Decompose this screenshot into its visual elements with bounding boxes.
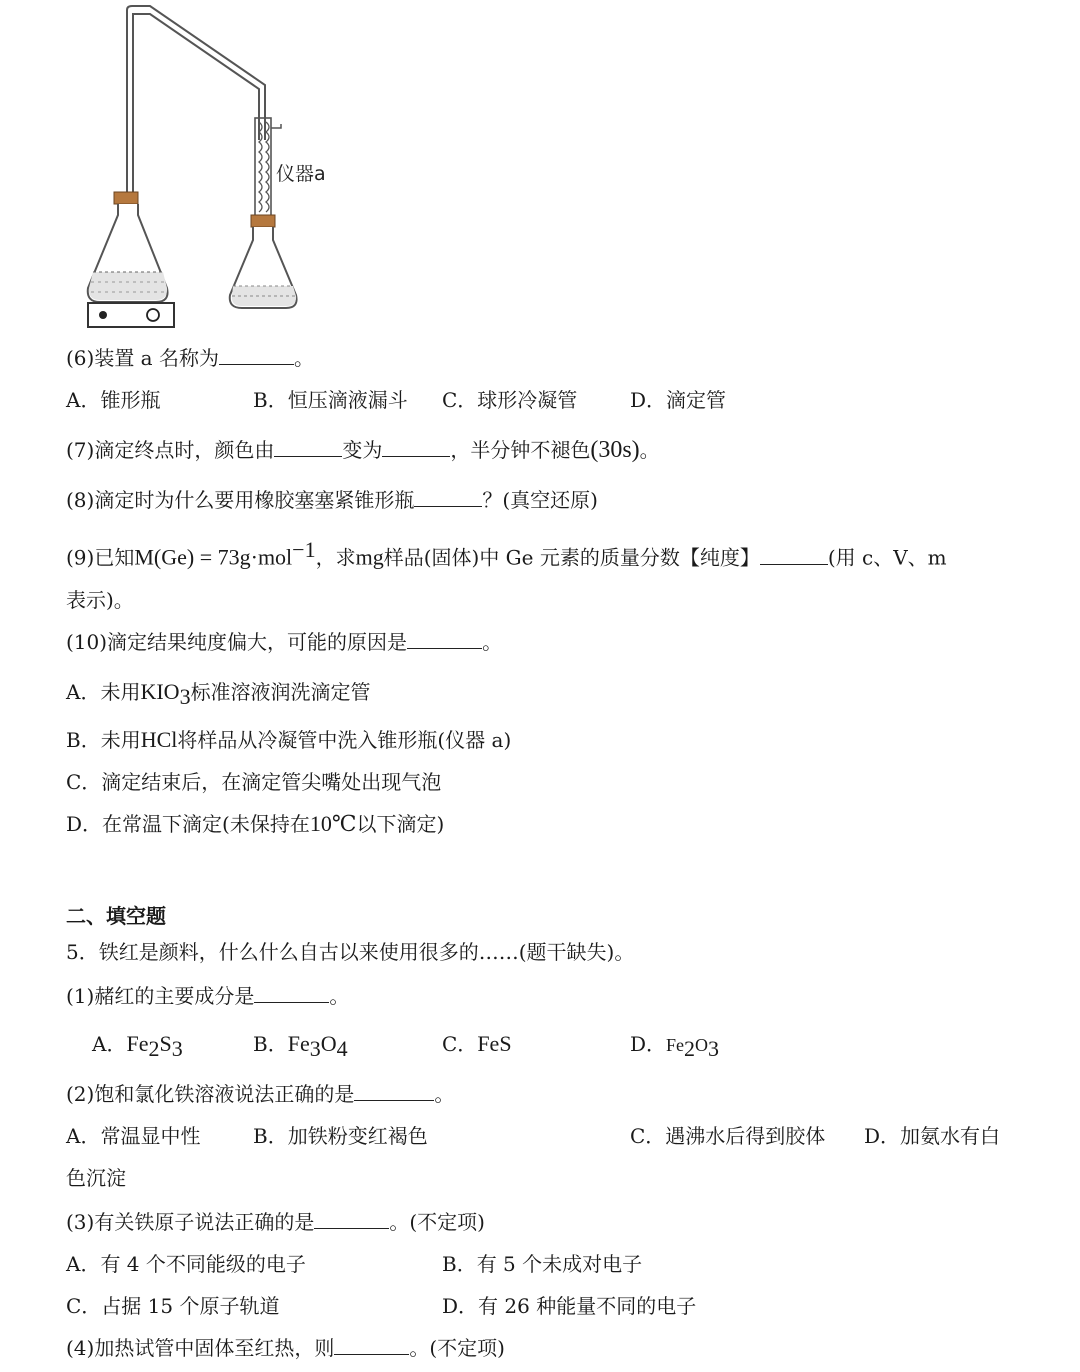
q5-2-option-d-cont: 色沉淀 bbox=[66, 1166, 126, 1190]
q5-2-stem: (2)饱和氯化铁溶液说法正确的是 。 bbox=[66, 1082, 455, 1106]
q5-3-option-d: D．有 26 种能量不同的电子 bbox=[442, 1294, 697, 1318]
q5-2-blank[interactable] bbox=[354, 1080, 434, 1101]
q5-3-blank[interactable] bbox=[314, 1208, 389, 1229]
q9-stem: (9)已知M(Ge) = 73g·mol$^{-1}$，求mg样品(固体)中 Ge 元素的质量分数【纯度】 (用 c、V、m bbox=[66, 537, 947, 570]
q5-1-option-b: B．$Fe_3O_4$ bbox=[253, 1031, 348, 1061]
section-heading: 二、填空题 bbox=[66, 904, 166, 928]
q6-stem: (6)装置 a 名称为 。 bbox=[66, 346, 314, 370]
q5-2-option-c: C．遇沸水后得到胶体 bbox=[630, 1124, 826, 1148]
q8-blank[interactable] bbox=[414, 486, 482, 507]
instrument-a-label: 仪器a bbox=[276, 163, 326, 185]
q9-blank[interactable] bbox=[760, 544, 828, 565]
q5-intro: 5．铁红是颜料，什么什么自古以来使用很多的……(题干缺失)。 bbox=[66, 940, 635, 964]
q10-option-d: D．在常温下滴定(未保持在10℃以下滴定) bbox=[66, 811, 445, 836]
q6-blank[interactable] bbox=[219, 344, 294, 365]
q10-option-b: B．未用HCl将样品从冷凝管中洗入锥形瓶(仪器 a) bbox=[66, 727, 512, 752]
q5-3-option-a: A．有 4 个不同能级的电子 bbox=[66, 1252, 306, 1276]
right-erlenmeyer-flask-icon bbox=[230, 215, 297, 308]
q5-2-option-d: D．加氨水有白 bbox=[864, 1124, 1001, 1148]
q5-2-option-b: B．加铁粉变红褐色 bbox=[253, 1124, 428, 1148]
q5-1-option-d: D．$Fe_2O_3$ bbox=[630, 1032, 720, 1061]
q10-blank[interactable] bbox=[407, 628, 482, 649]
q6-option-d: D．滴定管 bbox=[630, 388, 727, 412]
q10-option-a: A．未用$KIO_3$标准溶液润洗滴定管 bbox=[66, 679, 371, 709]
q9-stem-cont: 表示)。 bbox=[66, 588, 134, 612]
q5-4-stem: (4)加热试管中固体至红热，则 。(不定项) bbox=[66, 1336, 505, 1360]
q5-1-blank[interactable] bbox=[254, 982, 329, 1003]
q5-4-blank[interactable] bbox=[334, 1334, 409, 1355]
q5-1-option-a: A．$Fe_2S_3$ bbox=[92, 1031, 183, 1061]
q8-stem: (8)滴定时为什么要用橡胶塞塞紧锥形瓶 ？(真空还原) bbox=[66, 488, 598, 512]
q5-3-stem: (3)有关铁原子说法正确的是 。(不定项) bbox=[66, 1210, 485, 1234]
q10-option-c: C．滴定结束后，在滴定管尖嘴处出现气泡 bbox=[66, 770, 442, 794]
q7-stem: (7)滴定终点时，颜色由 变为 ，半分钟不褪色(30s)。 bbox=[66, 437, 660, 463]
q7-blank-1[interactable] bbox=[274, 436, 342, 457]
q6-option-b: B．恒压滴液漏斗 bbox=[253, 388, 408, 412]
q5-1-option-c: C．FeS bbox=[442, 1031, 512, 1056]
q5-1-stem: (1)赭红的主要成分是 。 bbox=[66, 984, 350, 1008]
q10-stem: (10)滴定结果纯度偏大，可能的原因是 。 bbox=[66, 630, 503, 654]
q7-blank-2[interactable] bbox=[382, 436, 450, 457]
glass-tube bbox=[127, 6, 265, 200]
q5-3-option-b: B．有 5 个未成对电子 bbox=[442, 1252, 643, 1276]
stirrer-hotplate-icon bbox=[88, 303, 174, 327]
left-erlenmeyer-flask-icon bbox=[88, 192, 168, 302]
q5-3-option-c: C．占据 15 个原子轨道 bbox=[66, 1294, 280, 1318]
distillation-apparatus-diagram bbox=[0, 0, 360, 340]
q6-option-c: C．球形冷凝管 bbox=[442, 388, 578, 412]
q5-2-option-a: A．常温显中性 bbox=[66, 1124, 201, 1148]
q6-option-a: A．锥形瓶 bbox=[66, 388, 161, 412]
